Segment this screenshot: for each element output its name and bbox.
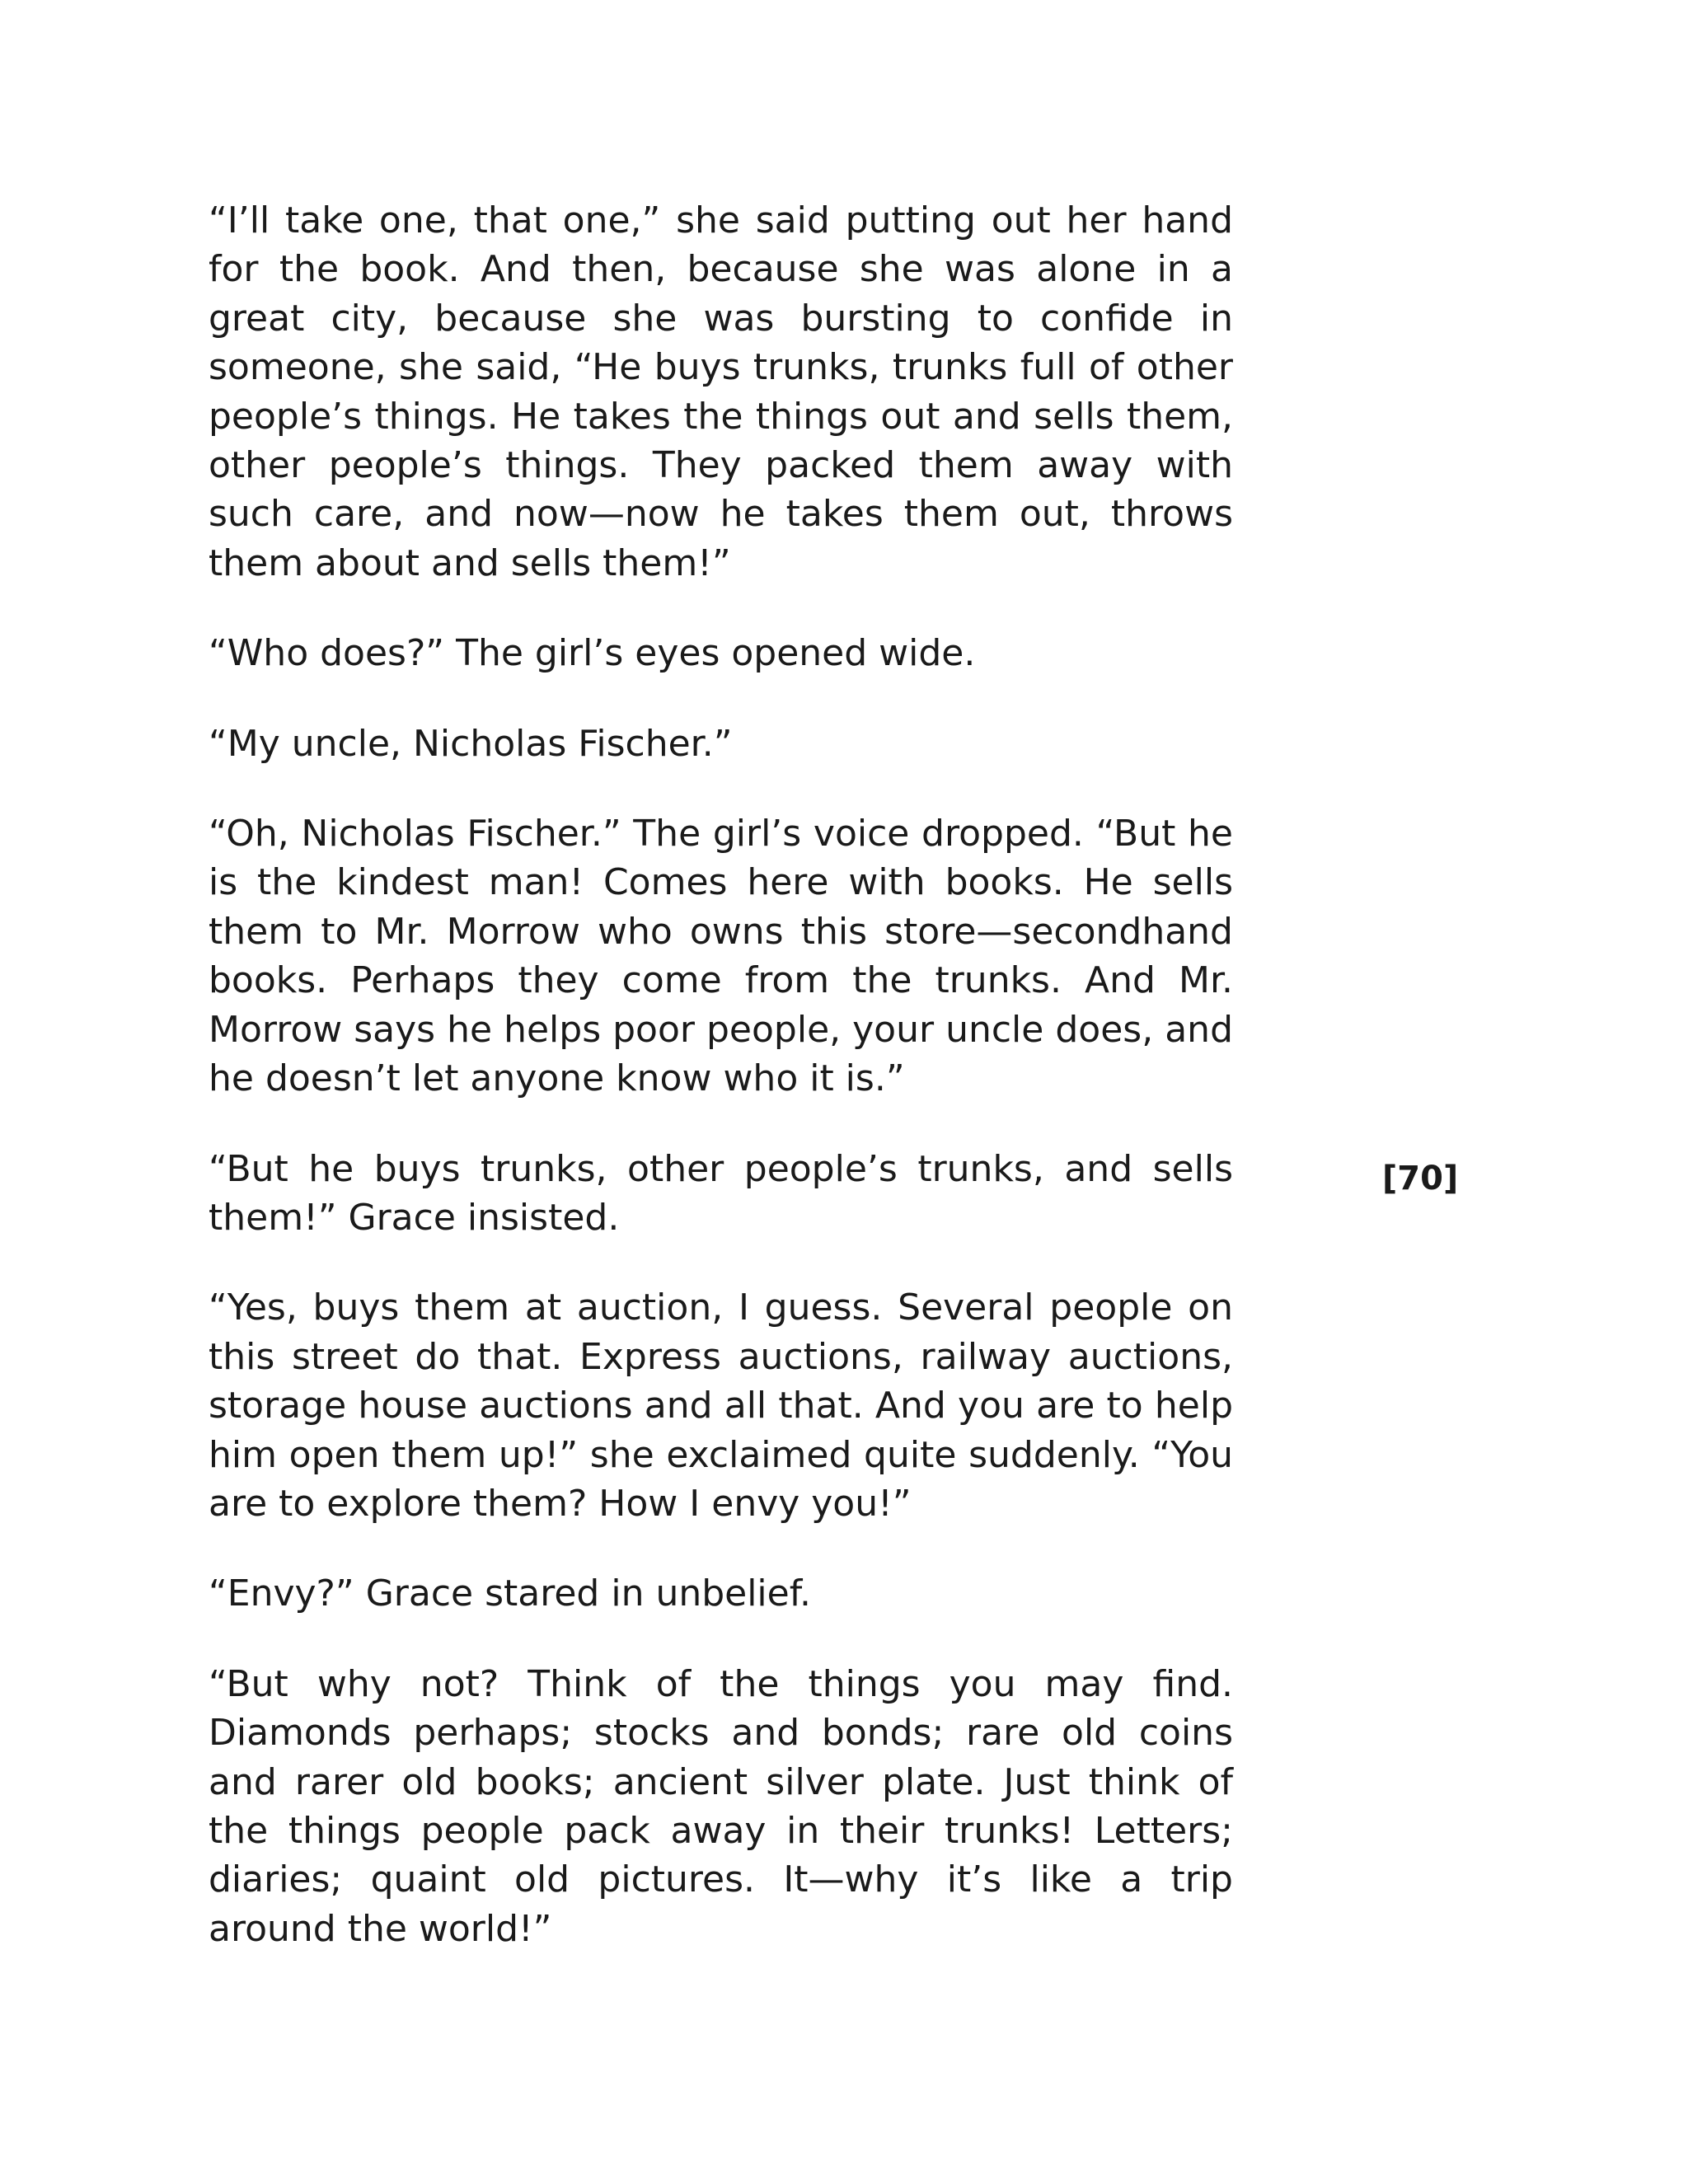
paragraph: “Oh, Nicholas Fischer.” The girl’s voice dropped. “But he is the kindest man! Comes here with books. He sells them to Mr. Morrow who owns this store—secondhand books. Perhaps they come from the trunks. And Mr. Morrow says he helps poor people, your uncle does, and he doesn’t let anyone know who it is.” (209, 813, 1233, 1100)
paragraph: “But he buys trunks, other people’s trunks, and sells them!” Grace insisted. (209, 1147, 1233, 1239)
paragraph: “Yes, buys them at auction, I guess. Several people on this street do that. Express auctions, railway auctions, storage house auctions and all that. And you are to help him open them up!” she exclaimed quite suddenly. “You are to explore them? How I envy you!” (209, 1286, 1233, 1525)
paragraph: “Envy?” Grace stared in unbelief. (209, 1572, 812, 1615)
text-column (209, 196, 1233, 1953)
paragraph: “But why not? Think of the things you may find. Diamonds perhaps; stocks and bonds; rare old coins and rarer old books; ancient silver plate. Just think of the things people pack away in their trunks! Letters; diaries; quaint old pictures. It—why it’s like a trip around the world!” (209, 1662, 1233, 1950)
paragraph: “My uncle, Nicholas Fischer.” (209, 722, 733, 765)
page-number: [70] (1382, 1160, 1459, 1197)
paragraph: “I’ll take one, that one,” she said putting out her hand for the book. And then, because she was alone in a great city, because she was bursting to confide in someone, she said, “He buys trunks, trunks full of other people’s things. He takes the things out and sells them, other people’s things. They packed them away with such care, and now—now he takes them out, throws them about and sells them!” (209, 199, 1233, 584)
paragraph: “Who does?” The girl’s eyes opened wide. (209, 632, 976, 675)
